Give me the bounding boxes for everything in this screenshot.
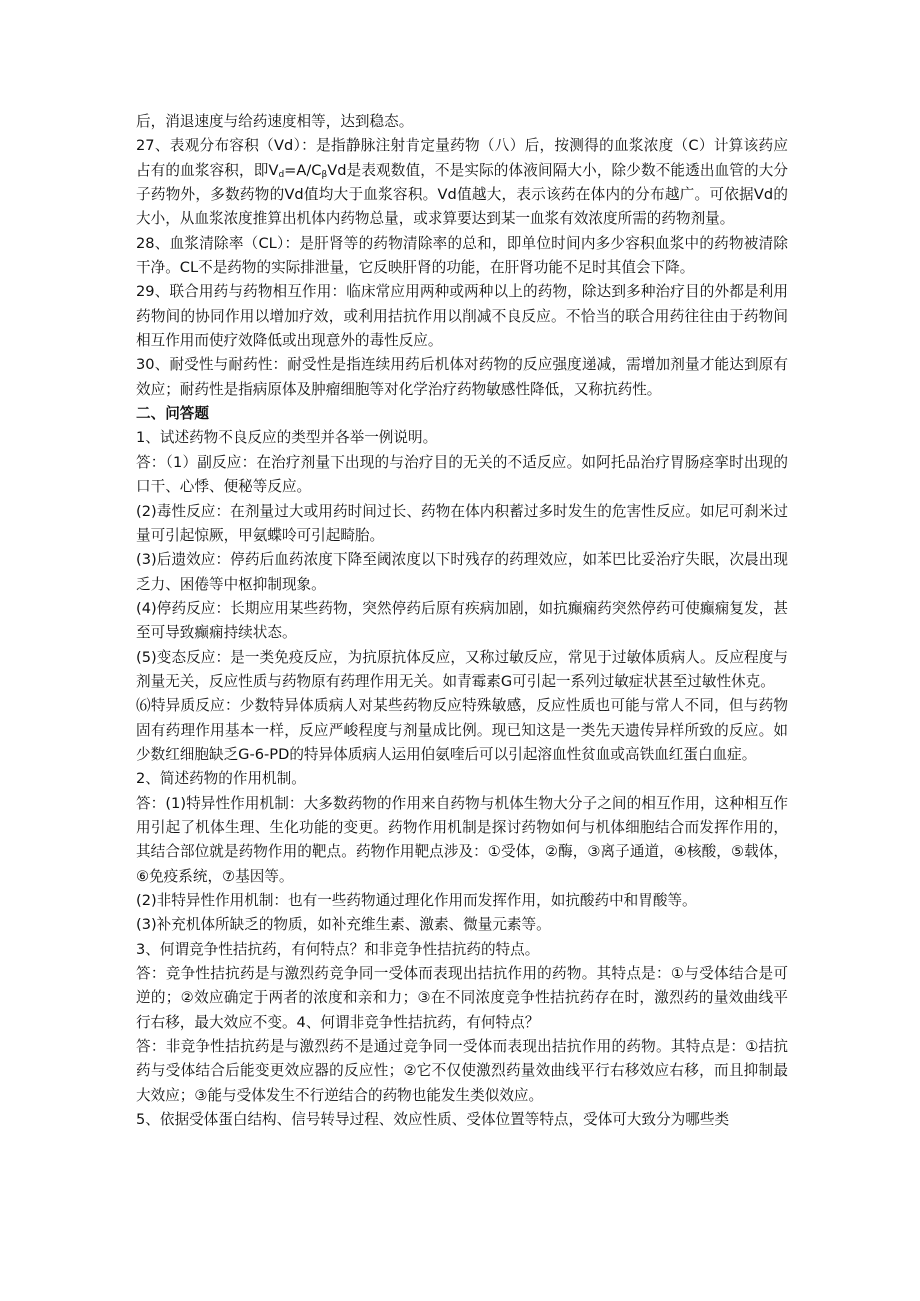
question-2: 2、简述药物的作用机制。 [136, 770, 306, 788]
question-5: 5、依据受体蛋白结构、信号转导过程、效应性质、受体位置等特点，受体可大致分为哪些类 [136, 1111, 730, 1129]
paragraph-27-volume-of-distribution: 27、表观分布容积（Vd）：是指静脉注射肯定量药物（八）后，按测得的血浆浓度（C）计算该药应占有的血浆容积，即$V_d=A/C_\beta Vd$是表观数值，不是实际的体液间隔大小，除少数不能透出血管的大分子药物外，多数药物的Vd值均大于血浆容积。Vd值越大，表示该药在体内的分布越广。可依据Vd的大小，从血浆浓度推算出机体内药物总量，或求算要达到某一血浆有效浓度所需的药物剂量。 [136, 137, 789, 228]
answer-1-residual-effect: (3)后遗效应：停药后血药浓度下降至阈浓度以下时残存的药理效应，如苯巴比妥治疗失眠，次晨出现乏力、困倦等中枢抑制现象。 [136, 551, 788, 593]
answer-1-side-effect: 答：（1）副反应：在治疗剂量下出现的与治疗目的无关的不适反应。如阿托品治疗胃肠痉挛时出现的口干、心悸、便秘等反应。 [136, 453, 788, 496]
answer-2-nonspecific-mechanism: (2)非特异性作用机制：也有一些药物通过理化作用而发挥作用，如抗酸药中和胃酸等。 [136, 892, 697, 909]
answer-3-competitive-antagonist: 答：竞争性拮抗药是与激烈药竞争同一受体而表现出拮抗作用的药物。其特点是：①与受体结合是可逆的；②效应确定于两者的浓度和亲和力；③在不同浓度竞争性拮抗药存在时，激烈药的量效曲线平行右移，最大效应不变。4、何谓非竞争性拮抗药，有何特点？ [136, 965, 788, 1031]
paragraph-continuation: 后，消退速度与给药速度相等，达到稳态。 [136, 113, 414, 130]
paragraph-30-tolerance-resistance: 30、耐受性与耐药性：耐受性是指连续用药后机体对药物的反应强度递减，需增加剂量才能达到原有效应；耐药性是指病原体及肿瘤细胞等对化学治疗药物敏感性降低，又称抗药性。 [136, 356, 788, 398]
answer-1-allergic-reaction: (5)变态反应：是一类免疫反应，为抗原抗体反应，又称过敏反应，常见于过敏体质病人。反应程度与剂量无关，反应性质与药物原有药理作用无关。如青霉素G可引起一系列过敏症状甚至过敏性休克。 [136, 648, 788, 690]
section-heading: 二、问答题 [136, 405, 209, 423]
answer-1-idiosyncrasy: ⑹特异质反应：少数特异体质病人对某些药物反应特殊敏感，反应性质也可能与常人不同，但与药物固有药理作用基本一样，反应严峻程度与剂量成比例。现已知这是一类先天遗传异样所致的反应。如少数红细胞缺乏G-6-PD的特异体质病人运用伯氨喹后可以引起溶血性贫血或高铁血红蛋白血症。 [136, 697, 788, 763]
answer-2-specific-mechanism: 答：(1)特异性作用机制：大多数药物的作用来自药物与机体生物大分子之间的相互作用，这种相互作用引起了机体生理、生化功能的变更。药物作用机制是探讨药物如何与机体细胞结合而发挥作用的，其结合部位就是药物作用的靶点。药物作用靶点涉及：①受体，②酶，③离子通道，④核酸，⑤载体，⑥免疫系统，⑦基因等。 [136, 794, 788, 885]
answer-1-withdrawal-reaction: (4)停药反应：长期应用某些药物，突然停药后原有疾病加剧，如抗癫痫药突然停药可使癫痫复发，甚至可导致癫痫持续状态。 [136, 599, 788, 642]
answer-4-noncompetitive-antagonist: 答：非竞争性拮抗药是与激烈药不是通过竞争同一受体而表现出拮抗作用的药物。其特点是：①拮抗药与受体结合后能变更效应器的反应性；②它不仅使激烈药量效曲线平行右移效应右移，而且抑制最大效应；③能与受体发生不行逆结合的药物也能发生类似效应。 [136, 1038, 788, 1104]
question-1: 1、试述药物不良反应的类型并各举一例说明。 [136, 429, 438, 447]
answer-2-supplement: (3)补充机体所缺乏的物质，如补充维生素、激素、微量元素等。 [136, 916, 551, 934]
paragraph-29-drug-interaction: 29、联合用药与药物相互作用：临床常应用两种或两种以上的药物，除达到多种治疗目的外都是利用药物间的协同作用以增加疗效，或利用拮抗作用以削减不良反应。不恰当的联合用药往往由于药物间相互作用而使疗效降低或出现意外的毒性反应。 [136, 283, 788, 350]
document-body [136, 110, 788, 1132]
answer-1-toxic-reaction: (2)毒性反应：在剂量过大或用药时间过长、药物在体内积蓄过多时发生的危害性反应。如尼可刹米过量可引起惊厥，甲氨蝶呤可引起畸胎。 [136, 502, 788, 544]
question-3: 3、何谓竞争性拮抗药，有何特点？和非竞争性拮抗药的特点。 [136, 940, 540, 958]
paragraph-28-plasma-clearance: 28、血浆清除率（CL）：是肝肾等的药物清除率的总和，即单位时间内多少容积血浆中的药物被清除干净。CL不是药物的实际排泄量，它反映肝肾的功能，在肝肾功能不足时其值会下降。 [136, 234, 788, 277]
